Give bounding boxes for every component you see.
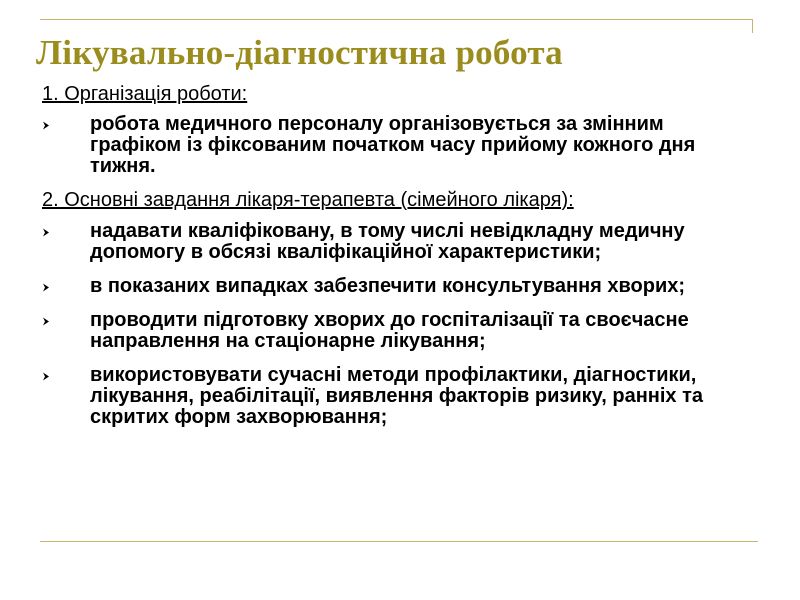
chevron-right-icon <box>42 228 50 237</box>
list-item-text: надавати кваліфіковану, в тому числі невідкладну медичну допомогу в обсязі кваліфікаційної характеристики; <box>90 220 685 263</box>
list-item-text: робота медичного персоналу організовується за змінним графіком із фіксованим початком часу прийому кожного дня тижня. <box>90 113 696 177</box>
top-divider <box>40 19 752 20</box>
section-heading <box>42 84 732 105</box>
section-heading-text: 1. Організація роботи: <box>42 83 248 105</box>
section-heading <box>42 190 732 211</box>
chevron-right-icon <box>42 283 50 292</box>
list-item <box>42 276 732 297</box>
section-heading-text: 2. Основні завдання лікаря-терапевта (сімейного лікаря): <box>42 189 574 211</box>
slide-body <box>42 84 732 441</box>
chevron-right-icon <box>42 317 50 326</box>
list-item-text: в показаних випадках забезпечити консультування хворих; <box>90 275 686 297</box>
list-item <box>42 365 732 428</box>
bottom-divider <box>40 541 758 542</box>
chevron-right-icon <box>42 121 50 130</box>
top-divider-end <box>752 19 753 33</box>
list-item <box>42 114 732 177</box>
list-item-text: використовувати сучасні методи профілактики, діагностики, лікування, реабілітації, виявлення факторів ризику, ранніх та скритих форм захворювання; <box>90 364 704 428</box>
list-item <box>42 221 732 263</box>
slide-title: Лікувально-діагностична робота <box>36 33 563 72</box>
list-item-text: проводити підготовку хворих до госпіталізації та своєчасне направлення на стаціонарне лікування; <box>90 309 689 352</box>
list-item <box>42 310 732 352</box>
chevron-right-icon <box>42 372 50 381</box>
